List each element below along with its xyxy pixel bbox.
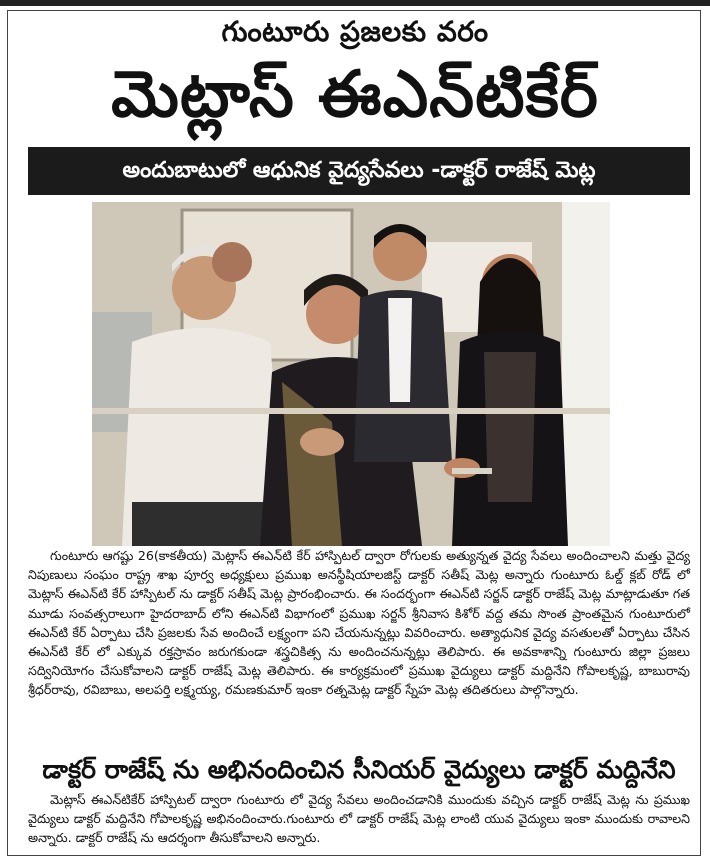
person-background-head [212,242,252,282]
article-subhead-2: డాక్టర్ రాజేష్ ను అభినందించిన సీనియర్ వైద్యులు డాక్టర్ మద్దినేని [42,755,676,784]
top-rule [0,0,710,6]
article-subheadline: అందుబాటులో ఆధునిక వైద్యసేవలు -డాక్టర్ రాజేష్ మెట్ల [28,147,690,195]
ribbon [92,408,610,414]
photo-white-panel [562,202,610,546]
article-paragraph-2: మెట్లాస్ ఈఎన్‌టికేర్ హాస్పిటల్ ద్వారా గుంటూరు లో వైద్య సేవలు అందించడానికి ముందుకు వచ్చిన డాక్టర్ రాజేష్ మెట్ల ను ప్రముఖ వైద్యులు డాక్టర్ మద్దినేని గోపాలకృష్ణ అభినందించారు.గుంటూరు లో డాక్టర్ రాజేష్ మెట్ల లాంటి యువ వైద్యులు ఇంకా ముందుకు రావాలని అన్నారు. డాక్టర్ రాజేష్ ను ఆదర్శంగా తీసుకోవాలని అన్నారు. [28,792,690,846]
person-woman-right-embroidery [484,352,536,502]
tray [452,468,492,474]
article-kicker: గుంటూరు ప్రజలకు వరం [221,15,489,48]
person-young-man-shirt [388,298,412,402]
photo-illustration [92,202,610,546]
article-paragraph-1: గుంటూరు ఆగష్టు 26(కాకతీయ) మెట్లాస్ ఈఎన్‌టి కేర్ హాస్పిటల్ ద్వారా రోగులకు అత్యున్నత వైద్య సేవలు అందించాలని మత్తు వైద్య నిపుణులు సంఘం రాష్ట్ర శాఖ పూర్వ అధ్యక్షులు ప్రముఖ అనస్థీషియాలజిస్ట్ డాక్టర్ సతీష్ మెట్ల అన్నారు గుంటూరు ఓల్డ్ క్లబ్ రోడ్ లో మెట్లాస్ ఈఎన్‌టి కేర్ హాస్పిటల్ ను డాక్టర్ సతీష్ మెట్ల ప్రారంభించారు. ఈ సందర్భంగా ఈఎన్‌టి సర్జన్ డాక్టర్ రాజేష్ మెట్ల మాట్లాడుతూ గత మూడు సంవత్సరాలుగా హైదరాబాద్ లోని ఈఎన్‌టి విభాగంలో ప్రముఖ సర్జన్ శ్రీనివాస కిశోర్ వద్ద తమ సొంత ప్రాంతమైన గుంటూరులో ఈఎన్‌టి కేర్ ఏర్పాటు చేసి ప్రజలకు సేవ అందించే లక్ష్యంగా పని చేయనున్నట్లు వివరించారు. అత్యాధునిక వైద్య వసతులతో ఏర్పాటు చేసిన ఈఎన్‌టి కేర్ లో ఎక్కువ రక్తస్రావం జరుగకుండా శస్త్రచికిత్స ను అందించనున్నట్లు తెలిపారు. ఈ అవకాశాన్ని గుంటూరు జిల్లా ప్రజలు సద్వినియోగం చేసుకోవాలని డాక్టర్ రాజేష్ మెట్ల తెలిపారు. ఈ కార్యక్రమంలో ప్రముఖ వైద్యులు డాక్టర్ మద్దినేని గోపాలకృష్ణ, బాబురావు శ్రీధర్‌రావు, రవిబాబు, అలపర్తి లక్ష్మయ్య, రమణకుమార్ ఇంకా రత్నమెట్ల డాక్టర్ స్నేహ మెట్ల తదితరులు పాల్గొన్నారు. [28,548,690,698]
article-headline: మెట్లాస్ ఈఎన్‌టికేర్ [111,58,599,132]
person-man-left-trousers [132,502,282,546]
ribbon-cutting-photo [92,202,610,546]
hands-cutting [300,428,344,456]
